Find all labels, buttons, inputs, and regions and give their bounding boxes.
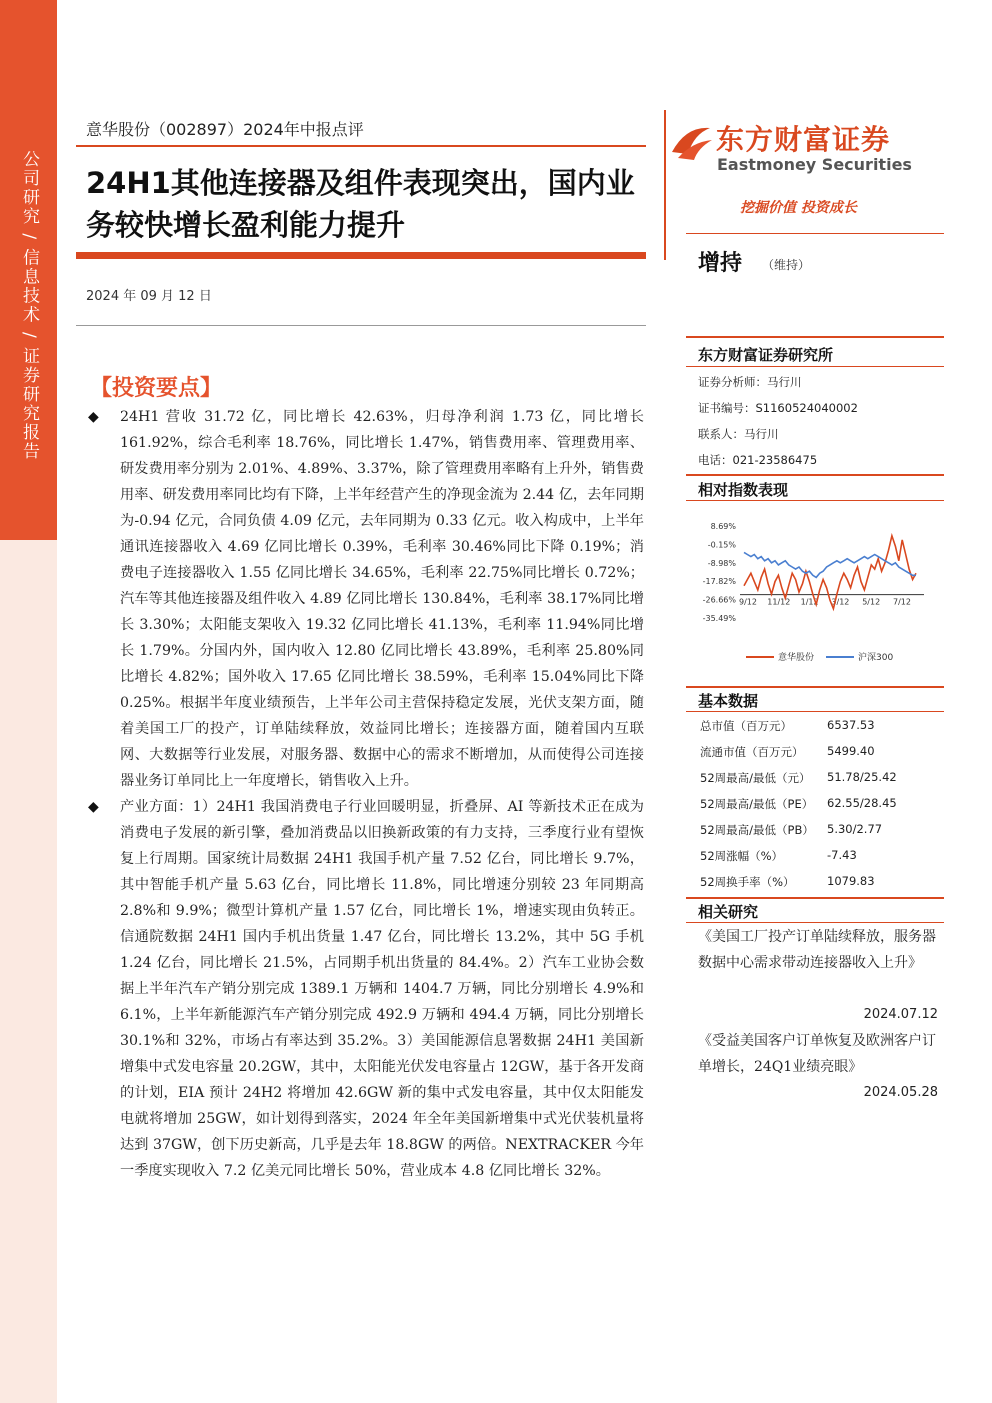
phone-line: 电话：021-23586475	[698, 453, 818, 467]
chart-section-title: 相对指数表现	[698, 481, 789, 499]
date-rule	[76, 325, 646, 326]
institute-underline	[686, 366, 944, 367]
related-rule	[686, 897, 944, 899]
slogan-rule	[686, 233, 944, 234]
brand-name-en: Eastmoney Securities	[717, 155, 912, 174]
basic-data-value: -7.43	[827, 848, 857, 862]
analyst-line: 证券分析师：马行川	[698, 375, 802, 389]
brand-name-cn: 东方财富证券	[716, 123, 891, 156]
basic-data-value: 62.55/28.45	[827, 796, 897, 810]
x-tick-label: 7/12	[893, 597, 911, 607]
basic-data-value: 5.30/2.77	[827, 822, 883, 836]
related-title: 相关研究	[698, 903, 759, 921]
basic-data-label: 流通市值（百万元）	[700, 745, 804, 759]
x-tick-label: 1/12	[800, 597, 819, 607]
x-tick-label: 9/12	[739, 597, 757, 607]
bullet-text: 产业方面：1）24H1 我国消费电子行业回暖明显，折叠屏、AI 等新技术正在成为消费电子发展的新引擎，叠加消费品以旧换新政策的有力支持，三季度行业有望恢复上行周期。国家统计局数据 24H1 我国手机产量 7.52 亿台，同比增长 9.7%，其中智能手机产量 5.63 亿台，同比增长 11.8%，同比增速分别较 23 年同期高 2.8%和 9.9%；微型计算机产量 1.57 亿台，同比增长 1%，增速实现由负转正。信通院数据 24H1 国内手机出货量 1.47 亿台，同比增长 13.2%，其中 5G 手机 1.24 亿台，同比增长 21.5%，占同期手机出货量的 84.4%。2）汽车工业协会数据上半年汽车产销分别完成 1389.1 万辆和 1404.7 万辆，同比分别增长 4.9%和 6.1%，上半年新能源汽车产销分别完成 492.9 万辆和 494.4 万辆，同比分别增长 30.1%和 32%，市场占有率达到 35.2%。3）美国能源信息署数据 24H1 美国新增集中式发电容量 20.2GW，其中，太阳能光伏发电容量占 12GW，基于各开发商的计划，EIA 预计 24H2 将增加 42.6GW 新的集中式发电容量，其中仅太阳能发电就将增加 25GW，如计划得到落实，2024 年全年美国新增集中式光伏装机量将达到 37GW，创下历史新高，几乎是去年 18.8GW 的两倍。NEXTRACKER 今年一季度实现收入 7.2 亿美元同比增长 50%，营业成本 4.8 亿同比增长 32%。	[120, 799, 644, 1179]
header-rule	[76, 145, 646, 147]
sidebar-category: 公司研究 / 信息技术 / 证券研究报告	[19, 150, 39, 462]
legend-label: 意华股份	[778, 653, 815, 663]
y-tick-label: -8.98%	[707, 558, 736, 568]
brand-divider	[664, 110, 666, 260]
list-item	[86, 794, 644, 1184]
main-body	[86, 404, 644, 1184]
diamond-bullet-icon: ◆	[88, 799, 99, 815]
y-tick-label: -26.66%	[702, 595, 736, 605]
basic-data-value: 6537.53	[827, 718, 875, 732]
headline-rule	[76, 252, 646, 259]
section-title: 【投资要点】	[90, 375, 223, 401]
brand-logo-icon	[668, 122, 714, 162]
x-tick-label: 11/12	[767, 597, 791, 607]
report-title: 意华股份（002897）2024年中报点评	[86, 120, 364, 139]
related-underline	[686, 922, 944, 923]
relative-index-chart	[696, 512, 936, 672]
basic-data-label: 52周最高/最低（PE）	[700, 797, 814, 811]
basic-data-value: 1079.83	[827, 874, 875, 888]
bullet-text: 24H1 营收 31.72 亿，同比增长 42.63%，归母净利润 1.73 亿，同比增长 161.92%，综合毛利率 18.76%，同比增长 1.47%，销售费用率、管理费用率、研发费用率分别为 2.01%、4.89%、3.37%，除了管理费用率略有上升外，销售费用率、研发费用率同比均有下降，上半年经营产生的净现金流为 2.44 亿，去年同期为-0.94 亿元，合同负债 4.09 亿元，去年同期为 0.33 亿元。收入构成中，上半年通讯连接器收入 4.69 亿同比增长 0.39%，毛利率 30.46%同比下降 0.19%；消费电子连接器收入 1.55 亿同比增长 34.65%，毛利率 22.75%同比增长 0.72%；汽车等其他连接器及组件收入 4.89 亿同比增长 130.84%，毛利率 38.17%同比增长 3.30%；太阳能支架收入 19.32 亿同比增长 41.13%，毛利率 11.94%同比增长 1.79%。分国内外，国内收入 12.80 亿同比增长 43.89%，毛利率 25.80%同比增长 4.82%；国外收入 17.65 亿同比增长 38.59%，毛利率 15.04%同比下降 0.25%。根据半年度业绩预告，上半年公司主营保持稳定发展，光伏支架方面，随着美国工厂的投产，订单陆续释放，效益同比增长；连接器方面，随着国内互联网、大数据等行业发展，对服务器、数据中心的需求不断增加，从而使得公司连接器业务订单同比上一年度增长，销售收入上升。	[120, 409, 644, 789]
contact-line: 联系人：马行川	[698, 427, 779, 441]
y-tick-label: 8.69%	[710, 522, 736, 531]
basic-data-label: 52周最高/最低（元）	[700, 771, 811, 785]
license-line: 证书编号：S1160524040002	[698, 401, 858, 415]
institute-title: 东方财富证券研究所	[698, 346, 834, 364]
rating-label: 增持	[698, 251, 743, 276]
y-tick-label: -0.15%	[707, 540, 736, 550]
basic-data-value: 5499.40	[827, 744, 875, 758]
list-item	[86, 404, 644, 794]
headline: 24H1其他连接器及组件表现突出，国内业务较快增长盈利能力提升	[86, 166, 635, 242]
diamond-bullet-icon: ◆	[88, 409, 99, 425]
related-item-date: 2024.07.12	[863, 1007, 938, 1022]
y-tick-label: -17.82%	[702, 577, 736, 587]
basic-underline	[686, 711, 944, 712]
basic-rule	[686, 686, 944, 688]
x-tick-label: 3/12	[831, 597, 850, 607]
chart-underline	[686, 500, 944, 501]
y-tick-label: -35.49%	[702, 614, 736, 623]
related-item-title[interactable]: 《受益美国客户订单恢复及欧洲客户订单增长，24Q1业绩亮眼》	[698, 1033, 936, 1075]
institute-rule	[686, 336, 944, 338]
brand-slogan: 挖掘价值 投资成长	[740, 200, 857, 216]
basic-data-label: 52周涨幅（%）	[700, 849, 784, 863]
report-date: 2024 年 09 月 12 日	[86, 289, 212, 304]
basic-data-label: 52周换手率（%）	[700, 875, 795, 889]
related-item-title[interactable]: 《美国工厂投产订单陆续释放，服务器数据中心需求带动连接器收入上升》	[698, 929, 936, 971]
x-tick-label: 5/12	[862, 597, 881, 607]
basic-data-value: 51.78/25.42	[827, 770, 897, 784]
related-item-date: 2024.05.28	[863, 1085, 938, 1100]
chart-rule	[686, 474, 944, 476]
basic-data-label: 52周最高/最低（PB）	[700, 823, 814, 837]
basic-data-label: 总市值（百万元）	[700, 719, 792, 733]
legend-label: 沪深300	[858, 653, 894, 663]
basic-data-title: 基本数据	[698, 692, 759, 710]
series-line	[744, 552, 916, 577]
rating-note: （维持）	[762, 258, 811, 272]
